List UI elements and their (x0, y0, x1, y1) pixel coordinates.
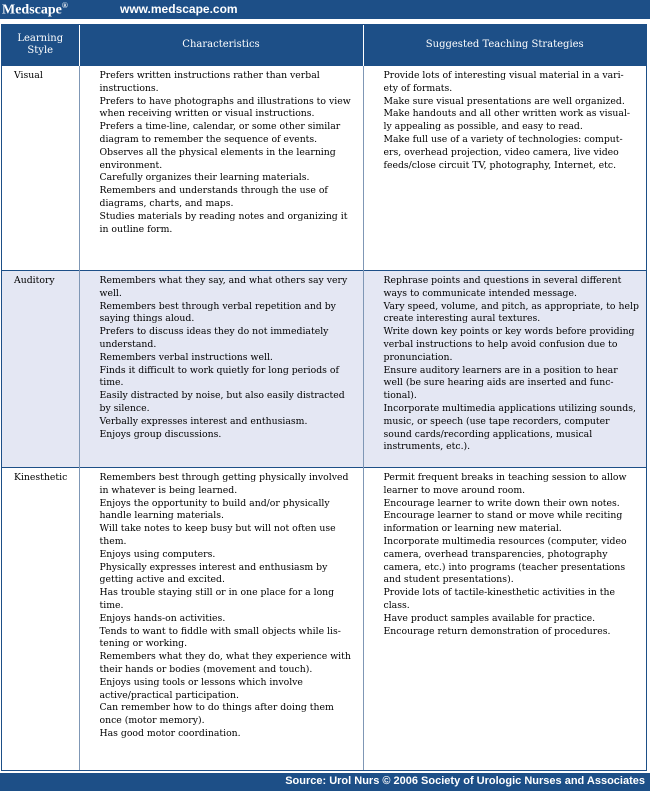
list-item: Remembers best through verbal repetition and by saying things aloud. (99, 300, 336, 325)
list-item: Has good motor coordination. (99, 727, 241, 739)
list-item: Enjoys using tools or lessons which involve active/practical participation. (99, 676, 303, 701)
list-item: Encourage return demonstration of procedures. (383, 625, 611, 637)
strategies-cell (363, 468, 646, 772)
list-item: Observes all the physical elements in the learning environment. (99, 146, 336, 171)
list-item: Will take notes to keep busy but will not often use them. (99, 523, 336, 547)
source-footer (0, 773, 650, 791)
list-item: Incorporate multimedia applications utilizing sounds, music, or speech (use tape recorders, computer sound cards/recording applications, musical instruments, etc.). (383, 402, 636, 453)
list-item: Make full use of a variety of technologies: comput- ers, overhead projection, video camera, live video feeds/close circuit TV, photography, Internet, etc. (383, 133, 623, 171)
learning-styles-table-panel (1, 24, 647, 771)
list-item: Remembers best through getting physically involved in whatever is being learned. (99, 472, 349, 496)
list-item: Remembers what they say, and what others say very well. (99, 275, 348, 299)
list-item: Ensure auditory learners are in a position to hear well (be sure hearing aids are inserted and func- tional). (383, 364, 618, 402)
column-header-characteristics: Characteristics (79, 25, 363, 66)
list-item: Tends to want to fiddle with small objects while lis- tening or working. (99, 625, 341, 650)
table-row-kinesthetic (2, 468, 646, 772)
strategies-cell (363, 66, 646, 271)
characteristics-cell (79, 468, 363, 772)
list-item: Rephrase points and questions in several different ways to communicate intended message. (383, 275, 622, 299)
list-item: Vary speed, volume, and pitch, as appropriate, to help create interesting aural textures. (383, 300, 639, 325)
list-item: Carefully organizes their learning materials. (99, 172, 310, 184)
list-item: Provide lots of interesting visual material in a vari- ety of formats. (383, 70, 624, 94)
list-item: Provide lots of tactile-kinesthetic activities in the class. (383, 587, 615, 611)
list-item: Remembers verbal instructions well. (99, 351, 273, 363)
table-row-visual (2, 66, 646, 271)
list-item: Easily distracted by noise, but also easily distracted by silence. (99, 390, 345, 414)
characteristics-cell (79, 271, 363, 468)
site-header (0, 0, 650, 19)
list-item: Can remember how to do things after doing them once (motor memory). (99, 702, 334, 727)
learning-style-cell: Visual (2, 66, 79, 271)
list-item: Verbally expresses interest and enthusiasm. (99, 415, 308, 427)
source-citation: Source: Urol Nurs © 2006 Society of Urologic Nurses and Associates (285, 775, 645, 787)
site-url[interactable]: www.medscape.com (120, 2, 238, 16)
column-header-learning-style: Learning Style (2, 25, 79, 66)
list-item: Studies materials by reading notes and organizing it in outline form. (99, 210, 348, 235)
list-item: Encourage learner to write down their own notes. (383, 497, 620, 509)
list-item: Enjoys the opportunity to build and/or physically handle learning materials. (99, 497, 330, 522)
list-item: Has trouble staying still or in one place for a long time. (99, 587, 335, 611)
list-item: Make handouts and all other written work as visual- ly appealing as possible, and easy to read. (383, 108, 631, 133)
list-item: Physically expresses interest and enthusiasm by getting active and excited. (99, 561, 328, 586)
list-item: Prefers a time-line, calendar, or some other similar diagram to remember the sequence of events. (99, 121, 341, 145)
learning-style-cell: Kinesthetic (2, 468, 79, 772)
list-item: Enjoys using computers. (99, 548, 216, 560)
list-item: Write down key points or key words before providing verbal instructions to help avoid confusion due to pronunciation. (383, 326, 635, 363)
list-item: Make sure visual presentations are well organized. (383, 95, 625, 107)
medscape-logo[interactable]: Medscape® (2, 1, 68, 18)
list-item: Finds it difficult to work quietly for long periods of time. (99, 364, 339, 389)
table-row-auditory (2, 271, 646, 468)
list-item: Incorporate multimedia resources (computer, video camera, overhead transparencies, photography camera, etc.) into programs (teacher presentations and student presentations). (383, 535, 627, 586)
list-item: Remembers and understands through the use of diagrams, charts, and maps. (99, 185, 328, 209)
list-item: Enjoys group discussions. (99, 428, 222, 440)
column-header-strategies: Suggested Teaching Strategies (363, 25, 646, 66)
list-item: Enjoys hands-on activities. (99, 612, 226, 624)
strategies-cell (363, 271, 646, 468)
learning-style-cell: Auditory (2, 271, 79, 468)
list-item: Have product samples available for practice. (383, 612, 596, 624)
list-item: Encourage learner to stand or move while reciting information or learning new material. (383, 510, 623, 535)
characteristics-cell (79, 66, 363, 271)
learning-styles-table (2, 25, 646, 771)
list-item: Prefers to have photographs and illustrations to view when receiving written or visual instructions. (99, 95, 351, 120)
list-item: Prefers to discuss ideas they do not immediately understand. (99, 326, 329, 350)
list-item: Permit frequent breaks in teaching session to allow learner to move around room. (383, 472, 627, 496)
table-header-row (2, 25, 646, 66)
list-item: Prefers written instructions rather than verbal instructions. (99, 70, 320, 94)
list-item: Remembers what they do, what they experience with their hands or bodies (movement and touch). (99, 651, 351, 675)
